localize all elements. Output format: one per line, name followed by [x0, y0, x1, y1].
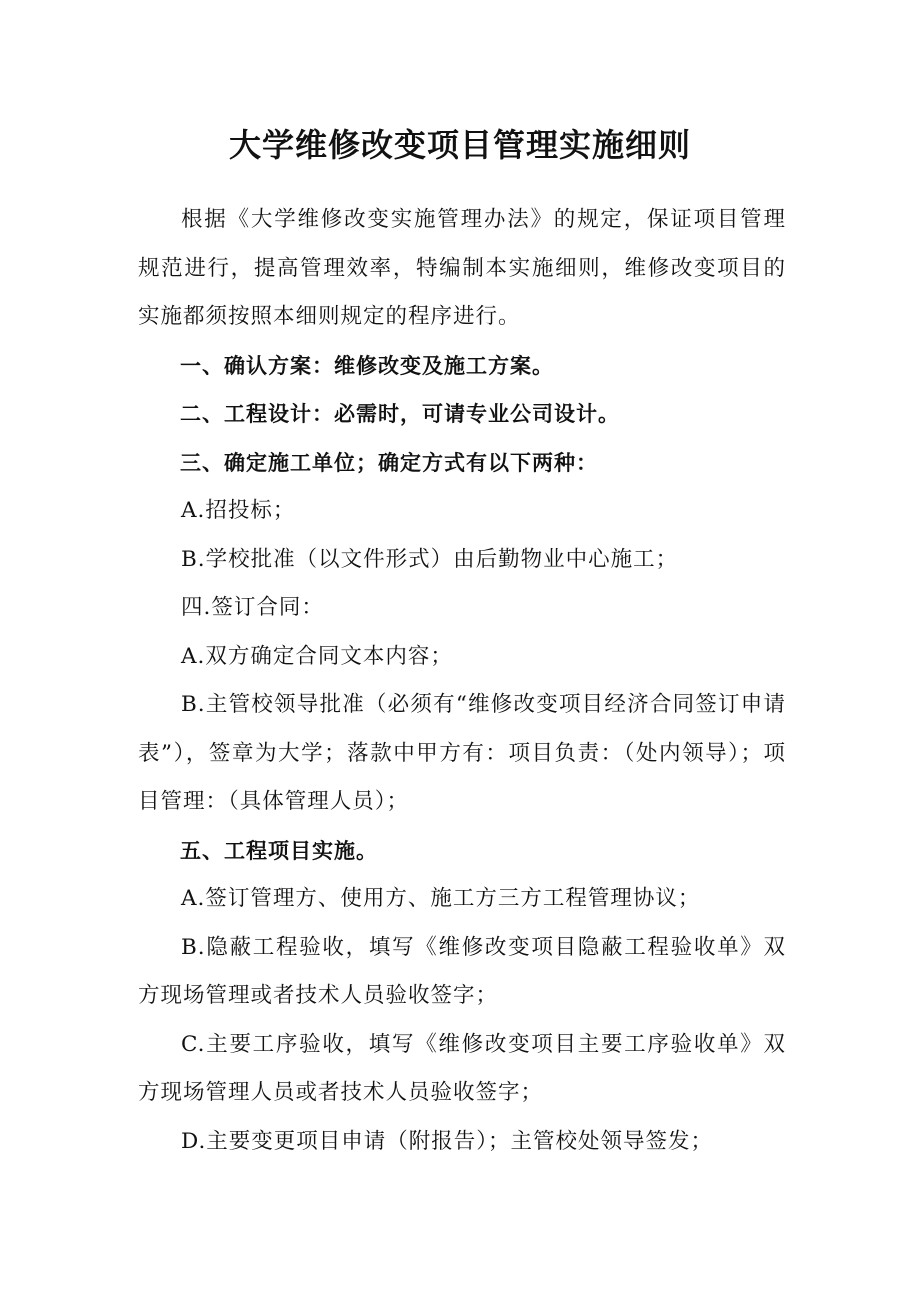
document-title: 大学维修改变项目管理实施细则 — [228, 126, 691, 164]
section-5-item-c: C.主要工序验收，填写《维修改变项目主要工序验收单》双方现场管理人员或者技术人员验收签字； — [138, 1031, 786, 1105]
section-3-item-a: A.招投标； — [181, 498, 296, 523]
section-2-heading: 二、工程设计：必需时，可请专业公司设计。 — [180, 402, 620, 426]
section-4-item-a: A.双方确定合同文本内容； — [181, 643, 453, 669]
section-4-item-b: B.主管校领导批准（必须有“维修改变项目经济合同签订申请表”），签章为大学；落款中甲方有：项目负责：（处内领导）；项目管理：（具体管理人员）； — [138, 692, 786, 814]
intro-paragraph: 根据《大学维修改变实施管理办法》的规定，保证项目管理规范进行，提高管理效率，特编制本实施细则，维修改变项目的实施都须按照本细则规定的程序进行。 — [138, 207, 786, 329]
section-4-heading: 四.签订合同： — [181, 595, 324, 620]
section-1-heading: 一、确认方案：维修改变及施工方案。 — [180, 353, 554, 378]
section-5-heading: 五、工程项目实施。 — [180, 838, 378, 863]
document-body — [138, 196, 786, 1166]
section-3-item-b: B.学校批准（以文件形式）由后勤物业中心施工； — [181, 546, 679, 572]
section-3-heading: 三、确定施工单位；确定方式有以下两种： — [180, 450, 598, 475]
section-5-item-b: B.隐蔽工程验收，填写《维修改变项目隐蔽工程验收单》双方现场管理或者技术人员验收签字； — [138, 934, 786, 1008]
section-5-item-a: A.签订管理方、使用方、施工方三方工程管理协议； — [181, 886, 701, 911]
section-5-item-d: D.主要变更项目申请（附报告）；主管校处领导签发； — [181, 1128, 714, 1154]
